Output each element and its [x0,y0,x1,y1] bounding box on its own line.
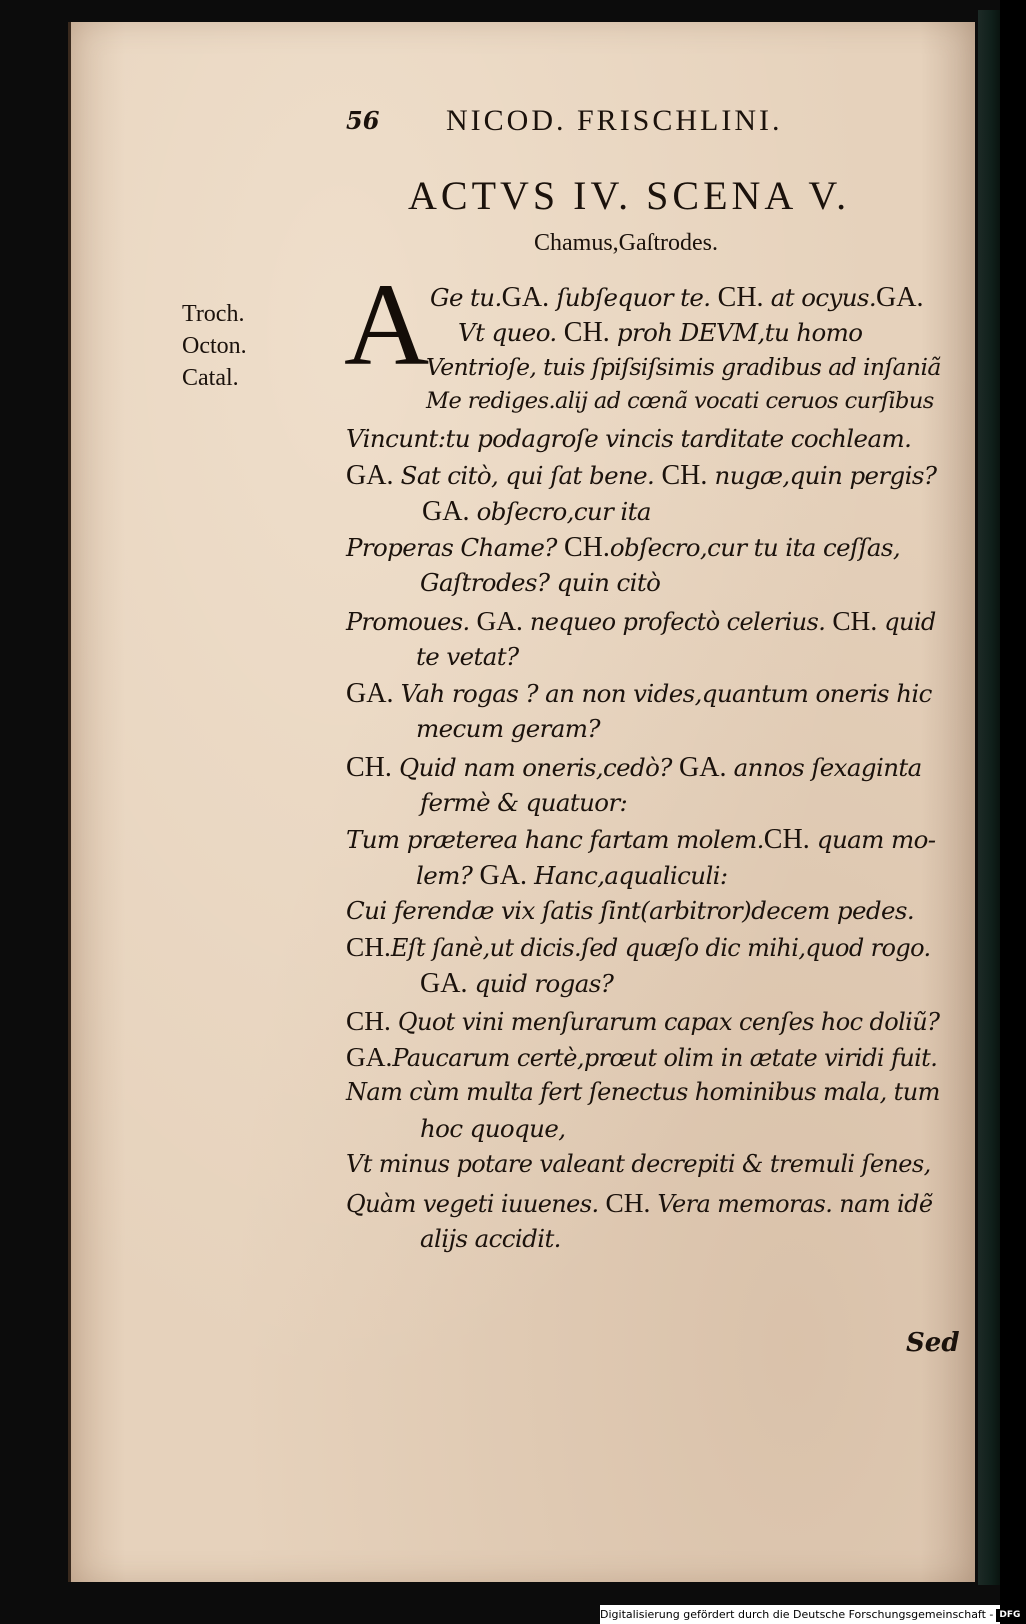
verse-text-segment: Vt queo. [458,318,564,347]
verse-text-segment: Hanc,aqualiculi: [526,861,728,890]
speaker-label: GA. [679,752,727,783]
verse-line [346,824,935,856]
verse-line [422,496,651,528]
verse-text-segment: Vincunt:tu podagroſe vincis tarditate cochleam. [346,424,912,453]
verse-text-segment: Nam cùm multa fert ſenectus hominibus mala, tum [346,1078,940,1106]
footer-text: Digitalisierung gefördert durch die Deutsche Forschungsgemeinschaft - [600,1608,994,1621]
verse-text-segment: Paucarum certè,prœut olim in ætate viridi fuit. [392,1044,938,1072]
speaker-label: CH. [605,1188,651,1218]
verse-line [420,788,627,817]
verse-text-segment: Ge tu. [430,283,502,312]
verse-line [420,1114,565,1143]
verse-text-segment: mecum geram? [416,714,600,743]
verse-text-segment: fermè & quatuor: [420,788,628,817]
scene-title: ACTVS IV. SCENA V. [408,173,851,218]
verse-text-segment: Sat citò, qui ſat bene. [393,461,662,490]
speaker-label: GA. [501,282,550,313]
verse-text-segment: quam mo- [809,825,936,854]
verse-text-segment: nequeo profectò celerius. [522,608,833,636]
verse-text-segment: Ventrioſe, tuis ſpiſsiſsimis gradibus ad inſaniã [426,353,941,381]
verse-line [346,1150,931,1178]
verse-line [458,317,862,349]
verse-text-segment: Quot vini menſurarum capax cenſes hoc doliũ? [390,1008,940,1036]
verse-text-segment: nugæ,quin pergis? [707,461,937,490]
verse-text-segment: Quàm vegeti iuuenes. [346,1190,606,1218]
verse-line [416,714,600,743]
speaker-label: CH. [717,282,764,313]
verse-line [346,752,922,784]
verse-text-segment: ſubſequor te. [549,283,718,312]
verse-text-segment: proh DEVM,tu homo [609,318,863,347]
speaker-label: CH. [346,752,392,783]
verse-line [420,1224,561,1253]
verse-text-segment: Gaſtrodes? quin citò [420,568,661,597]
verse-line [416,642,519,671]
verse-text-segment: hoc quoque, [420,1114,566,1143]
verse-line [346,424,911,453]
speaker-label: CH. [763,824,810,855]
verse-line [346,1042,937,1073]
verse-line [346,460,936,492]
margin-note [182,298,247,394]
verse-line [416,860,728,892]
verse-text-segment: alijs accidit. [420,1224,561,1253]
catchword: Sed [906,1328,960,1358]
verse-line [346,896,914,925]
speaker-label: GA. [346,1042,393,1072]
speaker-label: CH. [832,606,878,636]
verse-line [346,678,932,710]
verse-line [420,568,660,597]
speaker-label: CH. [346,932,391,962]
verse-text-segment: obſecro,cur tu ita ceſſas, [609,533,901,562]
verse-text-segment: annos ſexaginta [726,753,922,782]
verse-text-segment: Quid nam oneris,cedò? [391,753,679,782]
verse-line [346,1078,940,1106]
verse-text-segment: Cui ferendæ vix ſatis ſint(arbitror)decem pedes. [346,896,915,925]
speaker-label: CH. [564,532,610,563]
digitization-footer [600,1605,1021,1624]
speaker-label: CH. [346,1006,391,1036]
verse-text-segment: Properas Chame? [346,533,564,562]
verse-line [346,606,936,637]
verse-line [426,353,941,381]
verse-text-segment: Eſt ſanè,ut dicis.ſed quæſo dic mihi,quod rogo. [390,934,931,962]
verse-line [346,932,931,963]
verse-text-segment: quid [877,608,936,636]
verse-line [426,388,934,414]
speaker-label: CH. [661,460,708,491]
speaker-label: CH. [563,317,610,348]
speaker-label: GA. [346,678,394,709]
verse-text-segment: Promoues. [346,608,477,636]
verse-line [346,1006,939,1037]
speaker-label: GA. [479,860,527,891]
speaker-label: GA. [346,460,394,491]
verse-text-segment: lem? [416,861,480,890]
verse-text-segment: Vah rogas ? an non vides,quantum oneris hic [393,679,932,708]
page-number: 56 [346,106,380,135]
verse-line [346,532,900,564]
margin-note-line: Octon. [182,333,247,359]
verse-text-segment: te vetat? [416,642,519,671]
verse-line [420,968,613,1000]
verse-text-segment: Tum præterea hanc fartam molem. [346,825,764,854]
margin-note-line: Catal. [182,365,239,391]
verse-text-segment: Vt minus potare valeant decrepiti & tremuli ſenes, [346,1150,931,1178]
margin-note-line: Troch. [182,301,245,327]
drop-cap: A [344,259,430,390]
verse-text-segment: quid rogas? [467,969,614,998]
verse-line [430,282,924,314]
dfg-logo: DFG [996,1609,1023,1622]
running-head: NICOD. FRISCHLINI. [446,104,783,137]
book-spine-edge [978,10,1000,1585]
speaker-label: GA. [422,496,470,527]
speaker-label: GA. [876,282,924,313]
scene-persons: Chamus,Gaſtrodes. [534,230,718,256]
verse-text-segment: Vera memoras. nam idẽ [650,1190,933,1218]
speaker-label: GA. [476,606,523,636]
verse-text-segment: at ocyus. [763,283,877,312]
verse-text-segment: Me rediges.alij ad cœnã vocati ceruos curſibus [426,388,934,414]
verse-text-segment: obſecro,cur ita [469,497,651,526]
verse-line [346,1188,933,1219]
speaker-label: GA. [420,968,468,999]
